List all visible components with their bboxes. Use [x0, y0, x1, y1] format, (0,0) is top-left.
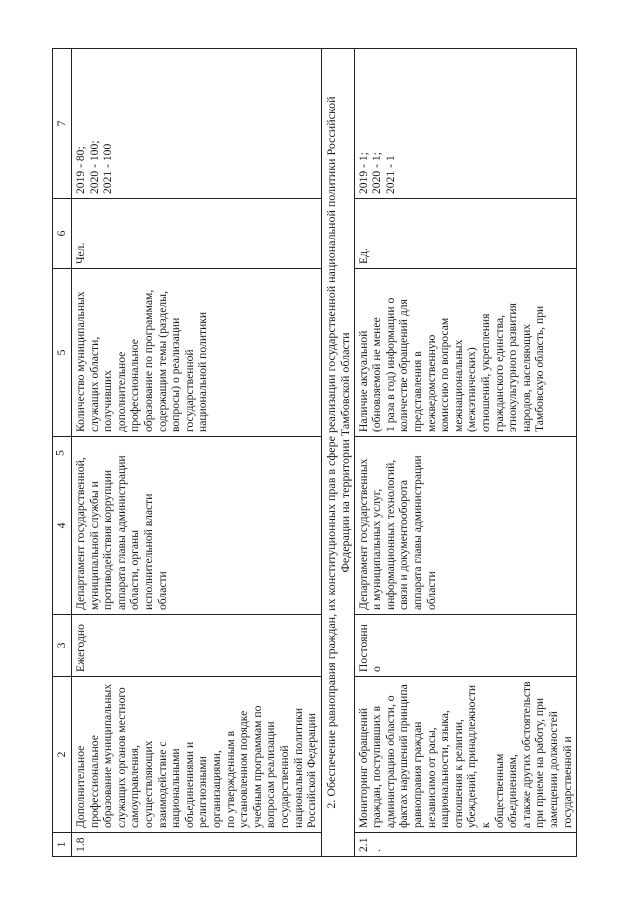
section-heading: 2. Обеспечение равноправия граждан, их конституционных прав в сфере реализации государственной национальной политики Российской Федерации на территории Тамбовской области [321, 49, 354, 857]
page-number: 5 [52, 450, 67, 456]
indicator-cell: Наличие актуальной (обновляемой не менее 1 раза в год) информации о количестве обращений для представления в межведомственную комиссию по вопросам межнациональных (межэтнических) отношений, укрепления гражданского единства, этнокультурного развития народов, населяющих Тамбовскую область, при [354, 269, 577, 437]
executor-cell: Департамент государственной, муниципальной службы и противодействия коррупции аппарата главы администрации области, органы исполнительной власти области [72, 437, 322, 615]
header-cell: 2 [53, 677, 72, 833]
header-cell: 6 [53, 199, 72, 269]
unit-cell: Ед. [354, 199, 577, 269]
header-cell: 5 [53, 269, 72, 437]
header-cell: 1 [53, 833, 72, 857]
rotated-document [52, 49, 604, 857]
measure-description: Дополнительное профессиональное образование муниципальных служащих органов местного самоуправления, осуществляющих взаимодействие с национальными объединениями и религиозными организациями, по утвержденным в установленном порядке учебным программам по вопросам реализации государственной национальной политики Российской Федерации [72, 677, 322, 833]
indicator-cell: Количество муниципальных служащих области, получивших дополнительное профессиональное образование по программам, содержащим темы (разделы, вопросы) о реализации государственной национальной политики [72, 269, 322, 437]
row-number: 1.8 [72, 833, 322, 857]
period-cell: Постоянно [354, 615, 577, 677]
header-cell: 4 [53, 437, 72, 615]
measures-table [52, 48, 577, 857]
table-row [354, 49, 577, 857]
values-cell: 2019 - 80; 2020 - 100; 2021 - 100 [72, 49, 322, 199]
table-header-row [53, 49, 72, 857]
executor-cell: Департамент государственных и муниципальных услуг, информационных технологий, связи и документооборота аппарата главы администрации области [354, 437, 577, 615]
header-cell: 3 [53, 615, 72, 677]
measure-description: Мониторинг обращений граждан, поступивших в администрацию области, о фактах нарушений принципа равноправия граждан независимо от расы, национальности, языка, отношения к религии, убеждений, принадлежности к общественным объединениям, а также других обстоятельств при приеме на работу, при замещении должностей государственной и [354, 677, 577, 833]
values-cell: 2019 - 1; 2020 - 1; 2021 - 1 [354, 49, 577, 199]
header-cell: 7 [53, 49, 72, 199]
unit-cell: Чел. [72, 199, 322, 269]
section-row [321, 49, 354, 857]
table-row [72, 49, 322, 857]
period-cell: Ежегодно [72, 615, 322, 677]
row-number: 2.1. [354, 833, 577, 857]
